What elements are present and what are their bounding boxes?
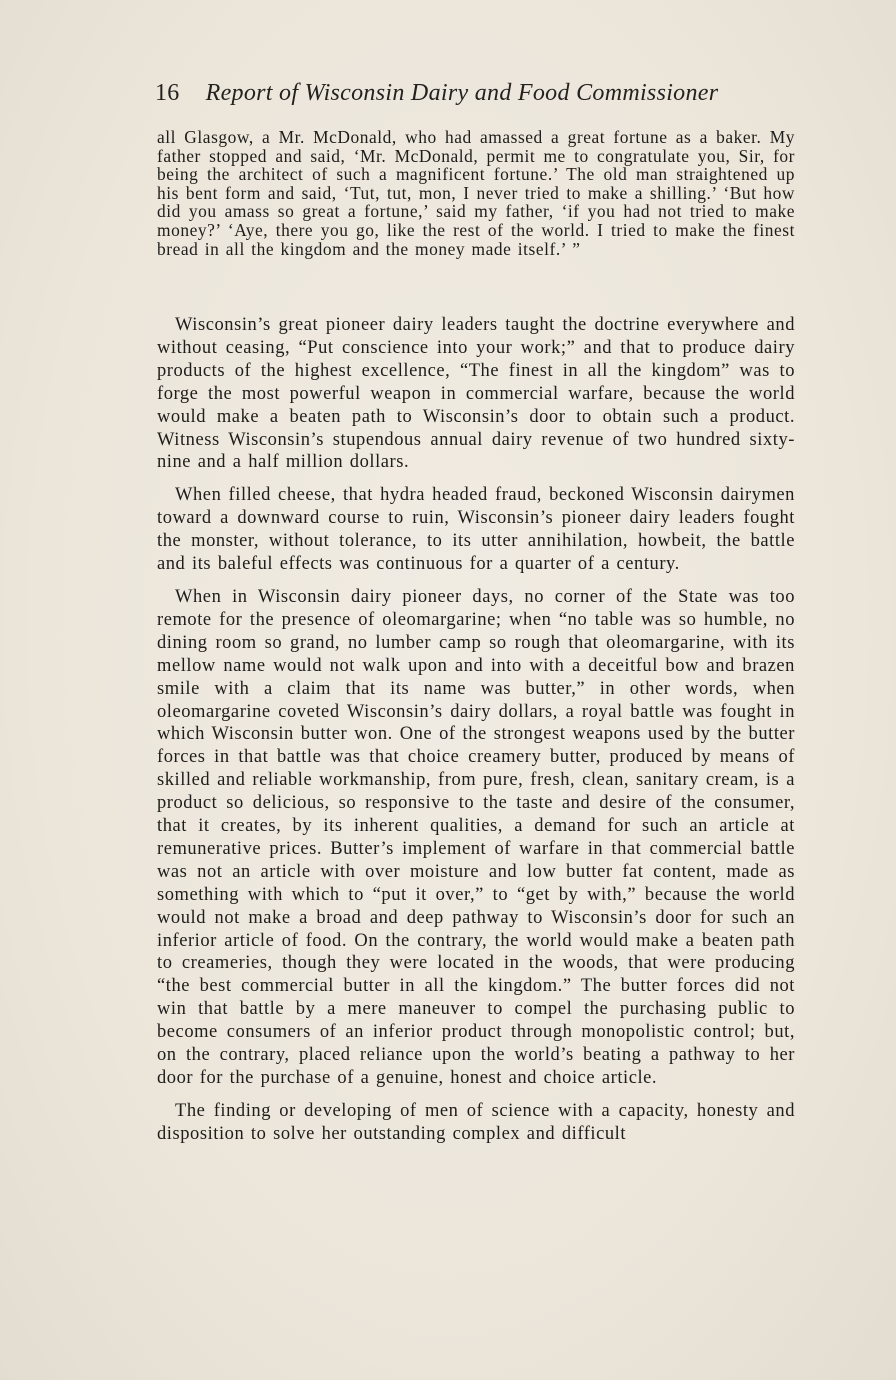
quotation-paragraph: all Glasgow, a Mr. McDonald, who had amassed a great fortune as a baker. My father stopped and said, ‘Mr. McDonald, permit me to congratulate you, Sir, for being the architect of such a magnificent fortune.’ The old man straightened up his bent form and said, ‘Tut, tut, mon, I never tried to make a shilling.’ ‘But how did you amass so great a fortune,’ said my father, ‘if you had not tried to make money?’ ‘Aye, there you go, like the rest of the world. I tried to make the finest bread in all the kingdom and the money made itself.’ ” — [157, 127, 795, 259]
paragraph-oleomargarine: When in Wisconsin dairy pioneer days, no corner of the State was too remote for the presence of oleomargarine; when “no table was so humble, no dining room so grand, no lumber camp so rough that oleomargarine, with its mellow name would not walk upon and into with a deceitful bow and brazen smile with a claim that its name was butter,” in other words, when oleomargarine coveted Wisconsin’s dairy dollars, a royal battle was fought in which Wisconsin butter won. One of the strongest weapons used by the butter forces in that battle was that choice creamery butter, produced by means of skilled and reliable workmanship, from pure, fresh, clean, sanitary cream, is a product so delicious, so responsive to the taste and desire of the consumer, that it creates, by its inherent qualities, a demand for such an article at remunerative prices. Butter’s implement of warfare in that commercial battle was not an article with over moisture and low butter fat content, made as something with which to “put it over,” to “get by with,” because the world would not make a broad and deep pathway to Wisconsin’s door for such an inferior article of food. On the contrary, the world would make a beaten path to creameries, though they were located in the woods, that were producing “the best commercial butter in all the kingdom.” The butter forces did not win that battle by a mere maneuver to compel the purchasing public to become consumers of an inferior product through monopolistic control; but, on the contrary, placed reliance upon the world’s beating a pathway to her door for the purchase of a genuine, honest and choice article. — [157, 586, 795, 1088]
running-header — [155, 80, 795, 112]
paragraph-men-of-science: The finding or developing of men of science with a capacity, honesty and disposition to solve her outstanding complex and difficult — [157, 1100, 795, 1144]
running-title: Report of Wisconsin Dairy and Food Commissioner — [205, 80, 719, 106]
body-text — [157, 314, 795, 1146]
page-number: 16 — [155, 80, 180, 106]
paragraph-pioneer-leaders: Wisconsin’s great pioneer dairy leaders taught the doctrine everywhere and without ceasing, “Put conscience into your work;” and that to produce dairy products of the highest excellence, “The finest in all the kingdom” was to forge the most powerful weapon in commercial warfare, because the world would make a beaten path to Wisconsin’s door to obtain such a product. Witness Wisconsin’s stupendous annual dairy revenue of two hundred sixty-nine and a half million dollars. — [157, 315, 795, 473]
paragraph-filled-cheese: When filled cheese, that hydra headed fraud, beckoned Wisconsin dairymen toward a downward course to ruin, Wisconsin’s pioneer dairy leaders fought the monster, without tolerance, to its utter annihilation, howbeit, the battle and its baleful effects was continuous for a quarter of a century. — [157, 485, 795, 575]
